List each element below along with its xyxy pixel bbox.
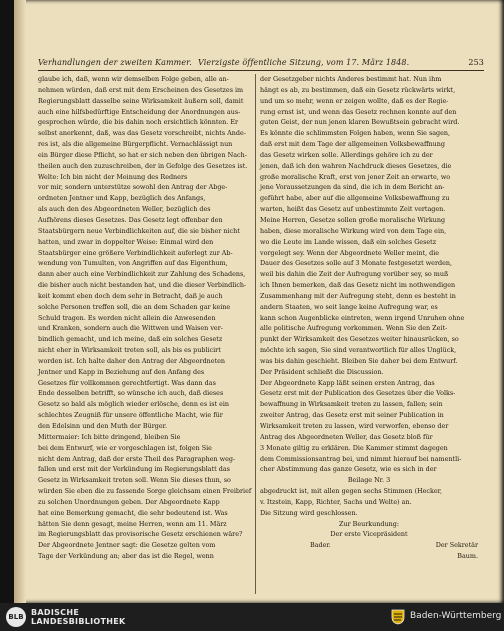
column-divider [255,74,256,594]
document-page [14,0,504,603]
text-line: Die Sitzung wird geschlossen. [260,508,358,517]
library-line-1: BADISCHE [31,608,80,617]
president-title: Der erste Vicepräsident [330,530,408,539]
text-line: vor mir, sondern unterstütze sowohl den Antrag der Abge- [38,183,228,192]
text-line: Mittermaier: Ich bitte dringend, bleiben Sie [38,432,181,441]
text-line: v. Itzstein, Kapp, Richter, Sachs und Welte) an. [260,497,412,506]
text-line: ich Ihnen bemerken, daß das Gesetz nicht im nothwendigen [260,281,456,290]
signature-row [260,540,478,551]
text-line: Der Abgeordnete Jentner sagt: die Gesetze gelten vom [38,541,216,550]
library-name [31,608,126,626]
text-line: Wirksamkeit treten zu lassen, wird verworfen, ebenso der [260,422,449,430]
text-line: nicht eher in Wirksamkeit treten soll, als bis es publicirt [38,346,221,355]
text-line: und Kranken, sondern auch die Wittwen und Waisen ver- [38,324,223,333]
text-line: Welte: Ich bin nicht der Meinung des Redners [38,172,188,181]
text-line: jene Voraussetzungen da sind, die ich in dem Bericht an- [260,183,445,192]
text-line: keit kommt eben doch dem sehr in Betracht, daß je auch [38,291,223,300]
text-line: geführt habe, aber auf die allgemeine Volksbewaffnung zu [260,194,450,203]
text-line: ordneten Jentner und Kapp, bezüglich des Anfangs, [38,194,206,203]
text-line: was bis dahin geschieht. Bleiben Sie daher bei dem Entwurf. [260,356,458,365]
text-line: Antrag des Abgeordneten Weller, das Gesetz bloß für [260,432,433,441]
text-line: auch eine hilfsbedürftige Entscheidung der Anordnungen aus- [38,107,241,116]
header-rule [38,70,484,71]
text-line: warten, heißt das Gesetz auf unbestimmte Zeit vertagen. [260,205,446,214]
text-line: hatten, und zwar in doppelter Weise: Einmal wird den [38,237,214,246]
header-left: Verhandlungen der zweiten Kammer. [38,58,192,67]
text-line: haben, diese moralische Wirkung wird von dem Tage ein, [260,226,447,235]
signer-right: Baum. [457,552,478,561]
text-line: dem Commissionsantrag bei, und nimmt hierauf bei namentli- [260,454,462,463]
text-line: Regierungsblatt dasselbe seine Wirksamkeit äußern soll, damit [38,96,244,105]
text-line: als auch den des Abgeordneten Weller, bezüglich des [38,205,211,214]
text-line: und um so mehr, wenn er zeigen wollte, daß es der Regie- [260,96,449,105]
text-line: cher Abstimmung das ganze Gesetz, wie es sich in der [260,465,437,474]
text-line: gesprochen würde, die bis dahin noch ersichtlich könnten. Er [38,118,239,127]
text-line: theilen auch den zuzuschreiben, der in Gefolge des Gesetzes ist. [38,161,248,170]
text-line: große moralische Kraft, erst von jener Zeit an erwarte, wo [260,172,451,181]
text-line: bewaffnung in Wirksamkeit treten zu lassen, fallen; sein [260,400,443,409]
header-center: Vierzigste öffentliche Sitzung, vom 17. März 1848. [198,58,410,67]
text-line: Staatsbürgern neue Verbindlichkeiten auf, die sie bisher nicht [38,226,240,235]
text-line: Tage der Verkündung an; aber das ist die Regel, wenn [38,552,214,561]
text-line: Gesetz in Wirksamkeit treten soll. Wenn Sie dieses thun, so [38,476,231,485]
text-line: Es könnte die schlimmsten Folgen haben, wenn Sie sagen, [260,129,451,138]
text-line: würden Sie eben die zu fassende Sorge gleichsam einen Freibrief [38,487,252,496]
certification-line: Zur Beurkundung: [339,519,399,528]
text-line: Gesetz so bald als möglich wieder erlösche, denn es ist ein [38,400,230,409]
text-line: guten Geist, der nun jenen klaren Bewußtsein gebracht wird. [260,118,460,127]
text-line: das Gesetz wirken solle. Allerdings gehöre ich zu der [260,150,433,159]
text-line: vorgelegt sey. Wenn der Abgeordnete Weller meint, die [260,248,440,257]
text-line: der Gesetzgeber nichts Anderes bestimmt hat. Nun ihm [260,75,442,83]
text-line: hätten Sie denn gesagt, meine Herren, wenn am 11. März [38,519,227,528]
text-line: Der Präsident schließt die Discussion. [260,367,384,376]
text-line: alle politische Aufregung vorkommen. Wenn Sie den Zeit- [260,324,448,333]
text-line: Ende desselben betrifft, so wünsche ich auch, daß dieses [38,389,224,398]
text-line: 3 Monate giltig zu erklären. Die Kammer stimmt dagegen [260,443,448,452]
text-line: wendung von Tumulten, von Angriffen auf das Eigenthum, [38,259,228,268]
beilage-line: Beilage Nr. 3 [347,476,391,485]
text-line: Gesetzes für vollkommen gerechtfertigt. Was dann das [38,378,216,387]
text-line: im Regierungsblatt das provisorische Gesetz erschienen wäre? [38,530,243,539]
right-column-body [260,74,478,475]
footer-bar [0,603,504,631]
text-line: zweiter Antrag, das Gesetz erst mit seiner Publication in [260,411,444,420]
text-line: die bisher auch nicht bestanden hat, und die dieser Verbindlich- [38,281,247,290]
text-line: worden ist. Ich halte daher den Antrag der Abgeordneten [38,356,226,365]
text-line: möchte ich sagen, Sie sind verantwortlich für alles Unglück, [260,346,457,355]
text-line: Jentner und Kapp in Beziehung auf den Anfang des [38,367,205,376]
text-line: schlechtes Zeugniß für unsere öffentliche Macht, wie für [38,411,223,420]
text-line: Schuld tragen. Es werden nicht allein die Anwesenden [38,313,216,322]
text-line: nehmen würden, daß erst mit dem Erscheinen des Gesetzes im [38,85,244,94]
text-line: bei dem Entwurf, wie er vorgeschlagen ist, folgen Sie [38,443,212,452]
page-number: 253 [468,58,484,67]
text-line: kann schon Augenblicke eintreten, wenn irgend Unruhen ohne [260,313,465,322]
text-line: wo die Leute im Lande wissen, daß ein solches Gesetz [260,237,437,246]
text-line: res ist, als die allgemeine Bürgerpflicht. Vernachlässigt nun [38,140,233,149]
text-line: daß erst mit dem Tage der allgemeinen Volksbewaffnung [260,140,445,149]
text-line: Meine Herren, Gesetze sollen große moralische Wirkung [260,215,446,224]
text-line: Der Abgeordnete Kapp läßt seinen ersten Antrag, das [260,378,435,387]
text-line: weil bis dahin die Zeit der Aufregung vorüber sey, so muß [260,270,449,279]
text-line: punkt der Wirksamkeit des Gesetzes weiter hinausrücken, so [260,335,459,344]
text-line: hängt es ab, zu bestimmen, daß ein Gesetz rückwärts wirkt, [260,85,456,94]
text-line: hat eine Bemerkung gemacht, die sehr bedeutend ist. Was [38,508,228,517]
text-line: fallen und erst mit der Verkündung im Regierungsblatt das [38,465,230,474]
text-line: Staatsbürger eine größere Verbindlichkeit auferlegt zur Ab- [38,248,233,257]
right-column [260,74,478,562]
vote-lines [260,486,478,519]
text-line: Zusammenhang mit der Aufregung steht, denn es besteht in [260,291,456,300]
text-line: solche Personen treffen soll, die an dem Schaden gar keine [38,302,231,311]
text-line: zu solchen Unordnungen geben. Der Abgeordnete Kapp [38,497,220,506]
text-line: Gesetz erst mit der Publication des Gesetzes über die Volks- [260,389,456,398]
text-line: rung ernst ist, und wenn das Gesetz rechnen konnte auf den [260,107,457,116]
text-line: selbst anerkennt, daß, was das Gesetz vorschreibt, nichts Ande- [38,129,246,138]
library-line-2: LANDESBIBLIOTHEK [31,617,126,626]
text-line: andern Staaten, wo seit lange keine Aufregung war, es [260,302,438,311]
text-line: ein Bürger diese Pflicht, so hat er sich neben den übrigen Nach- [38,150,247,159]
text-line: jenen, daß ich den wahren Nachdruck dieses Gesetzes, die [260,161,452,170]
signer-left: Bader. [310,541,331,550]
left-column [38,74,256,562]
text-line: glaube ich, daß, wenn wir demselben Folge geben, alle an- [38,75,229,83]
text-line: Dauer des Gesetzes solle auf 3 Monate festgesetzt werden, [260,259,453,268]
text-line: bindlich gemacht, und ich meine, daß ein solches Gesetz [38,335,223,344]
text-line: den Edelsinn und den Muth der Bürger. [38,422,168,430]
blb-logo: BLB [6,607,26,627]
text-line: dann aber auch eine Verbindlichkeit zur Zahlung des Schadens, [38,270,246,279]
text-line: nicht dem Antrag, daß der erste Theil des Paragraphen weg- [38,454,236,463]
text-line: abgedruckt ist, mit allen gegen sechs Stimmen (Hecker, [260,487,443,496]
text-line: Aufhörens dieses Gesetzes. Das Gesetz legt offenbar den [38,215,223,224]
state-name: Baden-Württemberg [410,611,502,621]
signer-right-title: Der Sekretär [435,541,478,550]
bw-coat-of-arms-icon [391,609,405,625]
